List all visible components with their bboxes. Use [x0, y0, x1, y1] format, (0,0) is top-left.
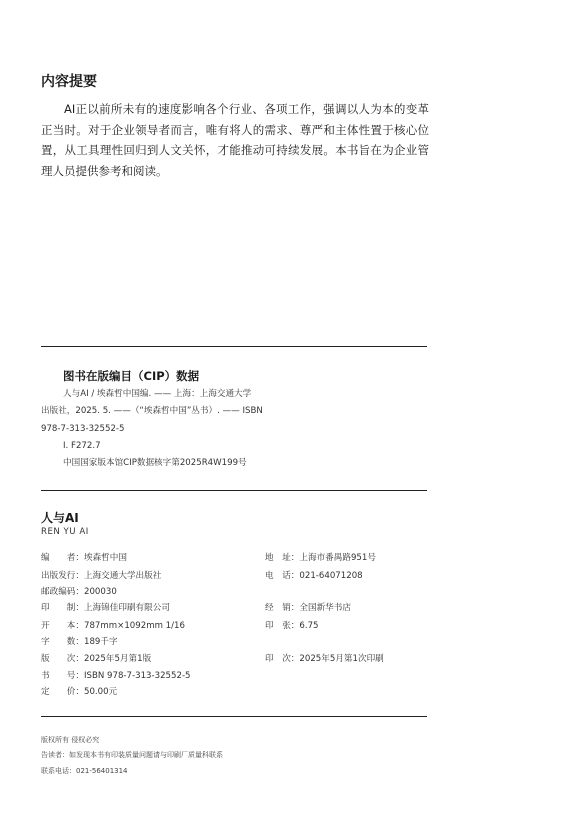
- info-row: [41, 570, 161, 582]
- info-label: 字 数：: [41, 637, 84, 647]
- info-value: 2025年5月第1版: [83, 654, 152, 664]
- info-row: [265, 620, 319, 632]
- info-value: 2025年5月第1次印刷: [299, 654, 384, 664]
- info-value: 上海市番禺路951号: [299, 553, 376, 563]
- book-title: 人与AI: [41, 511, 79, 525]
- info-value: 埃森哲中国: [83, 553, 127, 563]
- info-value: 189千字: [83, 637, 118, 647]
- info-row: [265, 552, 376, 564]
- info-row: [41, 686, 117, 698]
- info-value: ISBN 978-7-313-32552-5: [83, 671, 191, 681]
- cip-line: 978-7-313-32552-5: [41, 423, 125, 434]
- info-row: [265, 602, 351, 614]
- info-value: 200030: [83, 587, 117, 597]
- info-label: 书 号：: [41, 671, 84, 681]
- info-value: 50.00元: [83, 687, 118, 697]
- info-value: 6.75: [299, 621, 319, 631]
- contact-phone: 联系电话：021-56401314: [41, 766, 128, 775]
- info-value: 上海交通大学出版社: [83, 571, 162, 581]
- info-label: 印 张：: [265, 621, 300, 631]
- cip-line: 出版社，2025. 5. ——（“埃森哲中国”丛书）. —— ISBN: [41, 406, 263, 417]
- info-row: [41, 670, 191, 682]
- reader-notice: 告读者：如发现本书有印装质量问题请与印刷厂质量科联系: [41, 751, 223, 760]
- info-value: 787mm×1092mm 1/16: [83, 621, 185, 631]
- info-label: 开 本：: [41, 621, 84, 631]
- book-pinyin: REN YU AI: [41, 527, 89, 537]
- info-row: [265, 653, 384, 665]
- info-label: 邮政编码：: [41, 587, 84, 597]
- cip-record: [41, 386, 291, 472]
- info-label: 经 销：: [265, 603, 300, 613]
- info-label: 地 址：: [265, 553, 300, 563]
- info-row: [41, 636, 118, 648]
- info-row: [41, 586, 117, 598]
- info-value: 021-64071208: [299, 571, 363, 581]
- info-label: 编 者：: [41, 553, 84, 563]
- info-label: 出版发行：: [41, 571, 84, 581]
- info-row: [41, 653, 151, 665]
- info-row: [41, 552, 127, 564]
- info-label: 版 次：: [41, 654, 84, 664]
- info-row: [41, 602, 170, 614]
- divider: [41, 716, 427, 717]
- info-label: 定 价：: [41, 687, 84, 697]
- divider: [41, 490, 427, 491]
- divider: [41, 346, 427, 347]
- summary-body: [41, 99, 429, 181]
- info-label: 印 制：: [41, 603, 84, 613]
- summary-heading: 内容提要: [41, 74, 97, 90]
- cip-line: I. F272.7: [63, 440, 101, 451]
- info-row: [41, 620, 185, 632]
- info-value: 全国新华书店: [299, 603, 351, 613]
- cip-heading: 图书在版编目（CIP）数据: [63, 369, 200, 383]
- footer-notes: [41, 733, 223, 779]
- copyright-notice: 版权所有 侵权必究: [41, 736, 100, 744]
- cip-line: 中国国家版本馆CIP数据核字第2025R4W199号: [63, 458, 247, 469]
- info-row: [265, 570, 363, 582]
- summary-paragraph: AI正以前所未有的速度影响各个行业、各项工作，强调以人为本的变革正当时。对于企业领导者而言，唯有将人的需求、尊严和主体性置于核心位置，从工具理性回归到人文关怀，才能推动可持续发展。本书旨在为企业管理人员提供参考和阅读。: [41, 102, 429, 178]
- info-label: 电 话：: [265, 571, 300, 581]
- info-value: 上海锦佳印刷有限公司: [83, 603, 170, 613]
- cip-line: 人与AI / 埃森哲中国编. —— 上海：上海交通大学: [63, 389, 252, 399]
- info-label: 印 次：: [265, 654, 300, 664]
